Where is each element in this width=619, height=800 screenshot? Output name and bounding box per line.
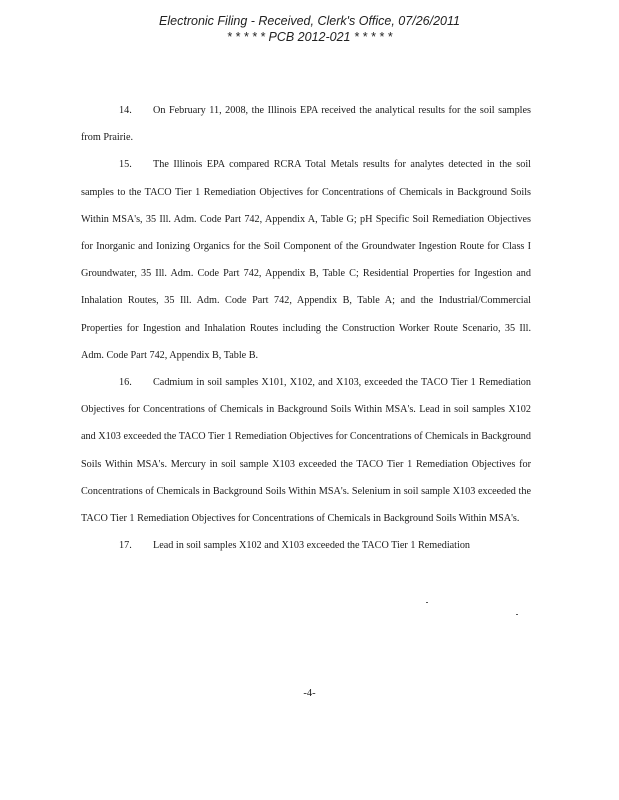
paragraph-text: On February 11, 2008, the Illinois EPA received the analytical results for the soil samples from Prairie.: [81, 105, 534, 144]
page-number: -4-: [303, 688, 316, 699]
stamp-received-line: Electronic Filing - Received, Clerk's Office, 07/26/2011: [159, 14, 460, 28]
paragraph-text: Lead in soil samples X102 and X103 exceeded the TACO Tier 1 Remediation: [153, 540, 471, 552]
scan-speck: [426, 602, 428, 603]
electronic-filing-stamp: [0, 13, 619, 45]
paragraph-15: [81, 151, 534, 369]
scan-speck: [516, 614, 518, 615]
stamp-case-number-line: * * * * * PCB 2012-021 * * * * *: [226, 30, 393, 44]
document-body: [81, 97, 534, 559]
paragraph-16: [81, 369, 534, 532]
paragraph-number: 15.: [119, 159, 132, 171]
paragraph-text: Cadmium in soil samples X101, X102, and X103, exceeded the TACO Tier 1 Remediation Objectives for Concentrations of Chemicals in Background Soils Within MSA's. Lead in soil samples X102 and X103 exceeded the TACO Tier 1 Remediation Objectives for Concentrations of Chemicals in Background Soils Within MSA's. Mercury in soil sample X103 exceeded the TACO Tier 1 Remediation Objectives for Concentrations of Chemicals in Background Soils Within MSA's. Selenium in soil sample X103 exceeded the TACO Tier 1 Remediation Objectives for Concentrations of Chemicals in Background Soils Within MSA's.: [81, 377, 534, 525]
paragraph-14: [81, 97, 534, 151]
paragraph-number: 14.: [119, 105, 132, 116]
paragraph-17: [81, 532, 531, 559]
paragraph-number: 16.: [119, 377, 132, 389]
paragraph-number: 17.: [119, 540, 132, 552]
paragraph-text: The Illinois EPA compared RCRA Total Metals results for analytes detected in the soil samples to the TACO Tier 1 Remediation Objectives for Concentrations of Chemicals in Background Soils Within MSA's, 35 Ill. Adm. Code Part 742, Appendix A, Table G; pH Specific Soil Remediation Objectives for Inorganic and Ionizing Organics for the Soil Component of the Groundwater Ingestion Route for Class I Groundwater, 35 Ill. Adm. Code Part 742, Appendix B, Table C; Residential Properties for Ingestion and Inhalation Routes, 35 Ill. Adm. Code Part 742, Appendix B, Table A; and the Industrial/Commercial Properties for Ingestion and Inhalation Routes including the Construction Worker Route Scenario, 35 Ill. Adm. Code Part 742, Appendix B, Table B.: [81, 159, 534, 361]
